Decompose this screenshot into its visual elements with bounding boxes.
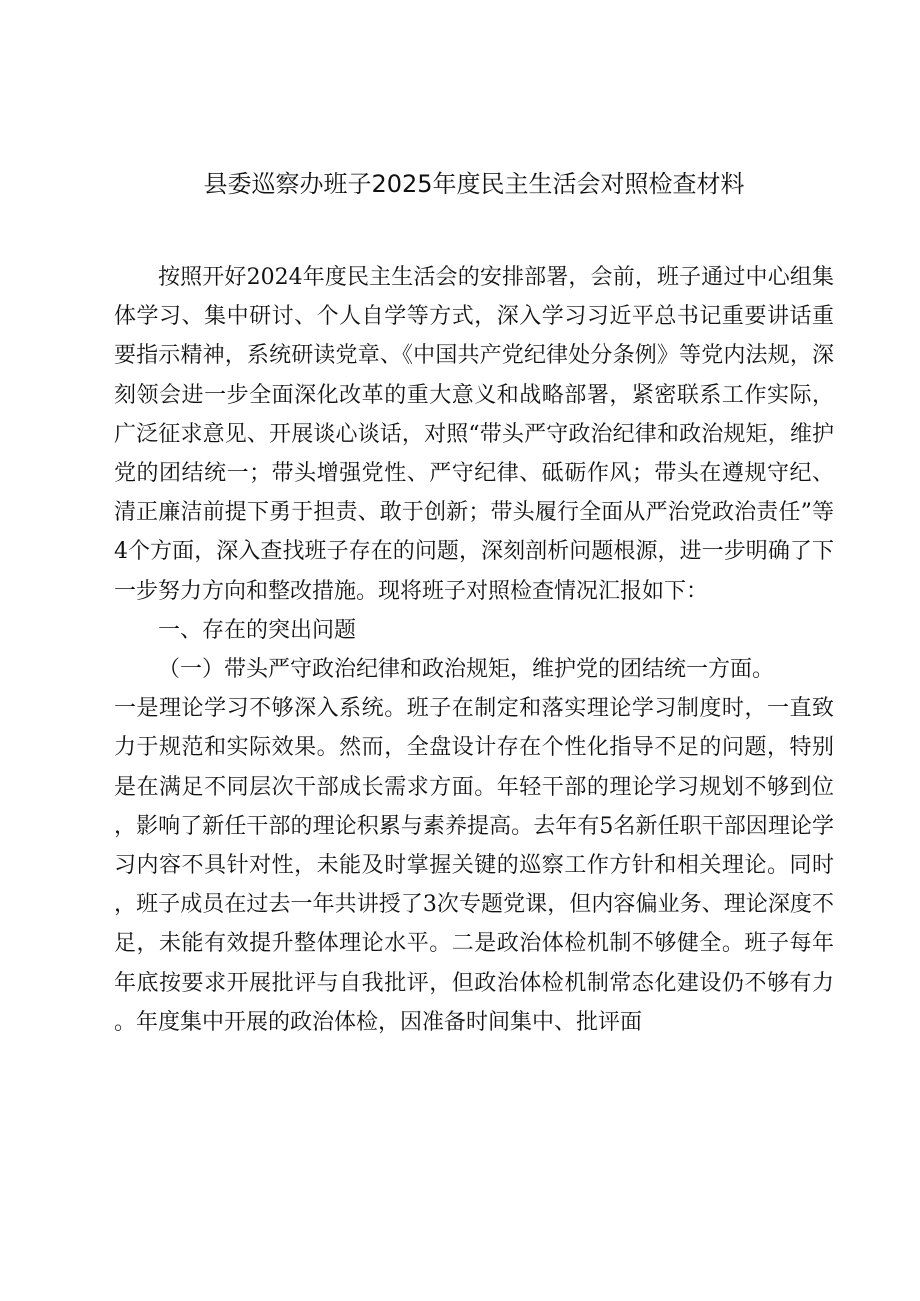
document-title: 县委巡察办班子2025年度民主生活会对照检查材料 xyxy=(203,170,745,198)
document-content xyxy=(114,162,834,1042)
document-body xyxy=(114,258,834,1042)
subsection-heading: （一）带头严守政治纪律和政治规矩，维护党的团结统一方面。 xyxy=(158,657,775,683)
section-heading: 一、存在的突出问题 xyxy=(158,617,357,643)
intro-paragraph: 按照开好2024年度民主生活会的安排部署，会前，班子通过中心组集体学习、集中研讨、个人自学等方式，深入学习习近平总书记重要讲话重要指示精神，系统研读党章、《中国共产党纪律处分条例》等党内法规，深刻领会进一步全面深化改革的重大意义和战略部署，紧密联系工作实际，广泛征求意见、开展谈心谈话，对照“带头严守政治纪律和政治规矩，维护党的团结统一；带头增强党性、严守纪律、砥砺作风；带头在遵规守纪、清正廉洁前提下勇于担责、敢于创新；带头履行全面从严治党政治责任”等4个方面，深入查找班子存在的问题，深刻剖析问题根源，进一步明确了下一步努力方向和整改措施。现将班子对照检查情况汇报如下： xyxy=(114,265,834,604)
body-paragraph: 一是理论学习不够深入系统。班子在制定和落实理论学习制度时，一直致力于规范和实际效果。然而，全盘设计存在个性化指导不足的问题，特别是在满足不同层次干部成长需求方面。年轻干部的理论学习规划不够到位，影响了新任干部的理论积累与素养提高。去年有5名新任职干部因理论学习内容不具针对性，未能及时掌握关键的巡察工作方针和相关理论。同时，班子成员在过去一年共讲授了3次专题党课，但内容偏业务、理论深度不足，未能有效提升整体理论水平。二是政治体检机制不够健全。班子每年年底按要求开展批评与自我批评，但政治体检机制常态化建设仍不够有力。年度集中开展的政治体检，因准备时间集中、批评面 xyxy=(114,696,834,1035)
